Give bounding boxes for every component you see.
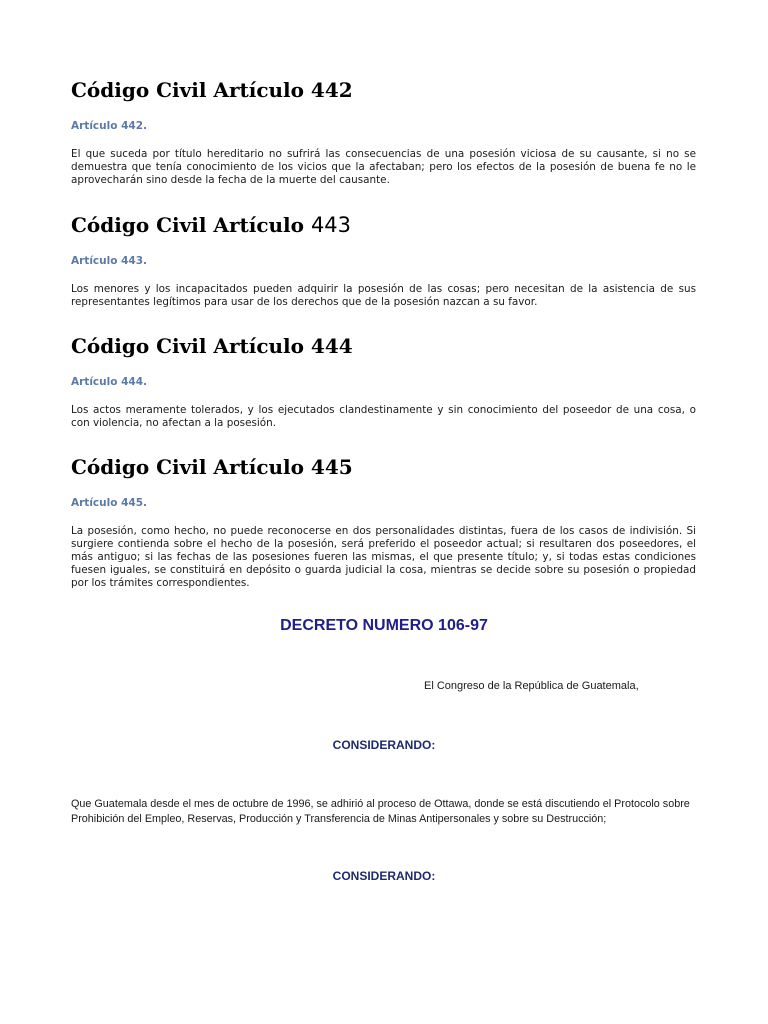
article-label: Artículo 443. [71, 255, 147, 267]
congreso-line: El Congreso de la República de Guatemala, [424, 680, 639, 692]
article-heading: Código Civil Artículo 442 [71, 78, 353, 102]
article-443 [71, 213, 696, 309]
article-444 [71, 334, 696, 430]
article-label: Artículo 442. [71, 120, 147, 132]
article-label: Artículo 445. [71, 497, 147, 509]
article-heading [71, 213, 696, 237]
considerando-heading-2: CONSIDERANDO: [332, 869, 436, 883]
article-label: Artículo 444. [71, 376, 147, 388]
article-heading-number: 443 [310, 213, 352, 237]
article-heading: Código Civil Artículo 444 [71, 334, 353, 358]
article-text: Los menores y los incapacitados pueden adquirir la posesión de las cosas; pero necesitan de la asistencia de sus representantes legítimos para usar de los derechos que de la posesión nazcan a su favor. [71, 283, 696, 308]
article-445 [71, 455, 696, 590]
considerando-heading: CONSIDERANDO: [332, 738, 436, 752]
article-text: Los actos meramente tolerados, y los ejecutados clandestinamente y sin conocimiento del poseedor de una cosa, o con violencia, no afectan a la posesión. [71, 404, 696, 429]
article-text: El que suceda por título hereditario no sufrirá las consecuencias de una posesión viciosa de su causante, si no se demuestra que tenía conocimiento de los vicios que la afectaban; pero los efectos de la posesión de buena fe no le aprovecharán sino desde la fecha de la muerte del causante. [71, 148, 696, 186]
decreto-title: DECRETO NUMERO 106-97 [280, 617, 488, 634]
article-text: La posesión, como hecho, no puede reconocerse en dos personalidades distintas, fuera de los casos de indivisión. Si surgiere contienda sobre el hecho de la posesión, será preferido el poseedor actual; si resultaren dos poseedores, el más antiguo; si las fechas de las posesiones fueren las mismas, el que presente título; y, si todas estas condiciones fuesen iguales, se constituirá en depósito o guarda judicial la cosa, mientras se decide sobre su posesión o propiedad por los trámites correspondientes. [71, 525, 696, 589]
article-heading-prefix: Código Civil Artículo [71, 213, 304, 237]
article-heading: Código Civil Artículo 445 [71, 455, 353, 479]
article-442 [71, 78, 696, 187]
considerando-text: Que Guatemala desde el mes de octubre de 1996, se adhirió al proceso de Ottawa, donde se está discutiendo el Protocolo sobre Prohibición del Empleo, Reservas, Producción y Transferencia de Minas Antipersonales y sobre su Destrucción; [71, 798, 690, 825]
